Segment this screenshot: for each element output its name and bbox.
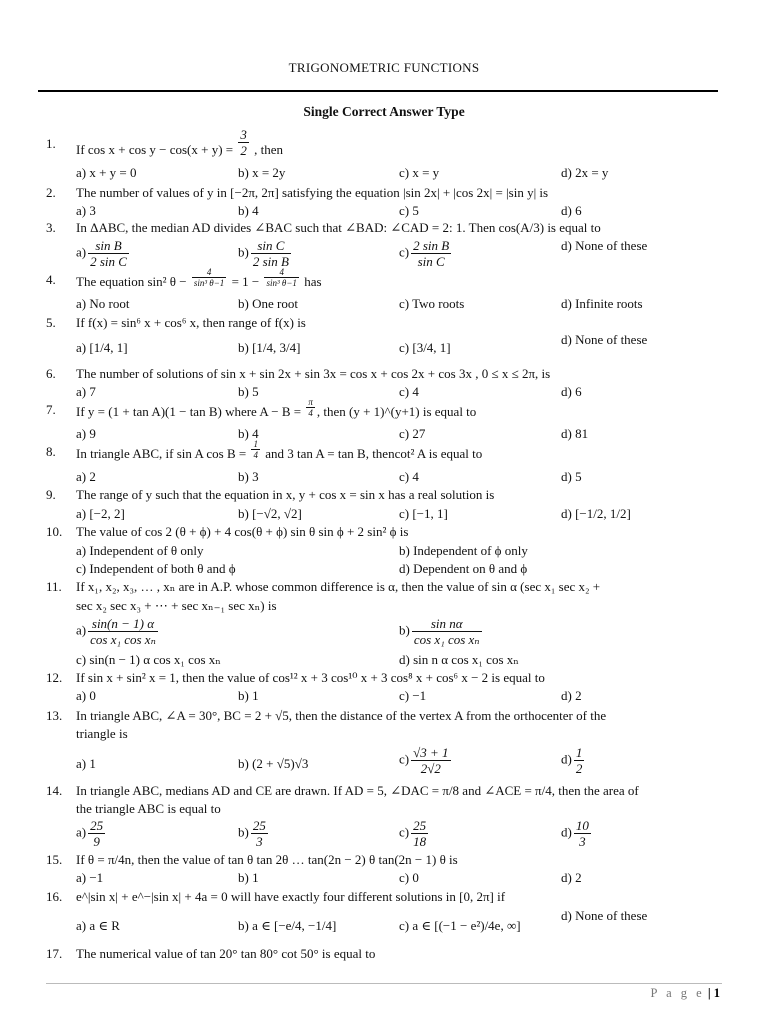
- question-number: 7.: [46, 402, 56, 417]
- option-a[interactable]: a) 3: [76, 203, 96, 218]
- option-d[interactable]: d) $\frac{10}{3}$: [561, 818, 589, 849]
- option-c[interactable]: c) [−1, 1]: [399, 506, 448, 521]
- question-number: 14.: [46, 783, 63, 798]
- option-a[interactable]: a) [1/4, 1]: [76, 340, 128, 355]
- option-b[interactable]: b) $\frac{25}{3}$: [238, 818, 266, 849]
- option-d[interactable]: d) None of these: [561, 908, 648, 923]
- option-c[interactable]: c) 4: [399, 384, 419, 399]
- option-d[interactable]: d) $\frac{1}{2}$: [561, 745, 583, 776]
- question-text: If θ = π/4n, then the value of tan θ tan 2θ … tan(2n − 2) θ tan(2n − 1) θ is: [76, 852, 458, 867]
- option-c[interactable]: c) sin(n − 1) α cos x₁ cos xₙ: [76, 652, 221, 667]
- option-b[interactable]: b) [1/4, 3/4]: [238, 340, 301, 355]
- question-number: 13.: [46, 708, 63, 723]
- option-a[interactable]: a) 7: [76, 384, 96, 399]
- option-b[interactable]: b) 1: [238, 870, 259, 885]
- option-a[interactable]: a) 0: [76, 688, 96, 703]
- option-a[interactable]: a) $\frac{\text{sin B}}{\text{2 sin C}}$: [76, 238, 127, 269]
- option-c[interactable]: c) a ∈ [(−1 − e²)/4e, ∞]: [399, 918, 521, 933]
- option-c[interactable]: c) 0: [399, 870, 419, 885]
- question-text: If x₁, x₂, x₃, … , xₙ are in A.P. whose common difference is α, then the value of sin α (sec x₁ sec x₂ +: [76, 579, 601, 594]
- option-b[interactable]: b) One root: [238, 296, 298, 311]
- option-d[interactable]: d) 81: [561, 426, 589, 441]
- option-b[interactable]: b) 4: [238, 203, 259, 218]
- question-text: triangle is: [76, 726, 128, 741]
- question-text: The range of y such that the equation in x, y + cos x = sin x has a real solution is: [76, 487, 495, 502]
- option-b[interactable]: b) 1: [238, 688, 259, 703]
- option-b[interactable]: b) 4: [238, 426, 259, 441]
- question-text: e^|sin x| + e^−|sin x| + 4a = 0 will have exactly four different solutions in [0, 2π] if: [76, 889, 506, 904]
- option-b[interactable]: b) a ∈ [−e/4, −1/4]: [238, 918, 337, 933]
- question-number: 12.: [46, 670, 63, 685]
- option-d[interactable]: d) Infinite roots: [561, 296, 643, 311]
- option-d[interactable]: d) [−1/2, 1/2]: [561, 506, 631, 521]
- question-text: In triangle ABC, ∠A = 30°, BC = 2 + √5, then the distance of the vertex A from the orthocenter of the: [76, 708, 607, 723]
- option-d[interactable]: d) None of these: [561, 332, 648, 347]
- option-a[interactable]: a) a ∈ R: [76, 918, 120, 933]
- option-d[interactable]: d) 5: [561, 469, 582, 484]
- option-d[interactable]: d) None of these: [561, 238, 648, 253]
- question-text: In ΔABC, the median AD divides ∠BAC such that ∠BAD: ∠CAD = 2: 1. Then cos(A/3) is equal to: [76, 220, 601, 235]
- option-b[interactable]: b) 3: [238, 469, 259, 484]
- title-divider: [38, 90, 718, 92]
- question-number: 10.: [46, 524, 63, 539]
- question-number: 2.: [46, 185, 56, 200]
- question-number: 16.: [46, 889, 63, 904]
- option-d[interactable]: d) Dependent on θ and ϕ: [399, 561, 528, 576]
- section-title: Single Correct Answer Type: [303, 104, 465, 119]
- question-text: The number of solutions of sin x + sin 2x + sin 3x = cos x + cos 2x + cos 3x , 0 ≤ x ≤ 2π, is: [76, 366, 551, 381]
- question-number: 15.: [46, 852, 63, 867]
- option-a[interactable]: a) $\frac{\sin(n - 1) \alpha}{\text{cos x₁ cos xₙ}}$: [76, 616, 156, 647]
- question-text: sec x₂ sec x₃ + ⋯ + sec xₙ₋₁ sec xₙ) is: [76, 598, 277, 613]
- question-number: 3.: [46, 220, 56, 235]
- question-text: The equation sin² θ − $\frac{4}{\text{sin³ θ−1}}$ = 1 − $\frac{4}{\text{sin³ θ−1}}$ has: [76, 266, 322, 289]
- question-text: If sin x + sin² x = 1, then the value of cos¹² x + 3 cos¹⁰ x + 3 cos⁸ x + cos⁶ x − 2 is equal to: [76, 670, 545, 685]
- option-d[interactable]: d) 6: [561, 203, 582, 218]
- page-label: P a g e: [650, 986, 705, 1000]
- question-number: 6.: [46, 366, 56, 381]
- question-text: The value of cos 2 (θ + ϕ) + 4 cos(θ + ϕ) sin θ sin ϕ + 2 sin² ϕ is: [76, 524, 409, 539]
- question-number: 9.: [46, 487, 56, 502]
- option-a[interactable]: a) −1: [76, 870, 104, 885]
- question-number: 8.: [46, 444, 56, 459]
- question-number: 4.: [46, 272, 56, 287]
- option-b[interactable]: b) [−√2, √2]: [238, 506, 302, 521]
- page-title: TRIGONOMETRIC FUNCTIONS: [288, 60, 480, 75]
- option-a[interactable]: a) 2: [76, 469, 96, 484]
- question-text: If y = (1 + tan A)(1 − tan B) where A − B = $\frac{\pi}{4}$ , then (y + 1)^(y+1) is equal to: [76, 396, 477, 419]
- question-number: 17.: [46, 946, 63, 961]
- option-c[interactable]: c) −1: [399, 688, 427, 703]
- option-b[interactable]: b) $\frac{\text{sin nα}}{\text{cos x₁ cos xₙ}}$: [399, 616, 480, 647]
- option-c[interactable]: c) 27: [399, 426, 426, 441]
- page-separator: |: [707, 986, 711, 1000]
- option-b[interactable]: b) x = 2y: [238, 165, 286, 180]
- option-c[interactable]: c) Two roots: [399, 296, 465, 311]
- option-b[interactable]: b) $\frac{\text{sin C}}{\text{2 sin B}}$: [238, 238, 289, 269]
- option-d[interactable]: d) 2: [561, 688, 582, 703]
- question-text: If f(x) = sin⁶ x + cos⁶ x, then range of f(x) is: [76, 315, 306, 330]
- option-d[interactable]: d) sin n α cos x₁ cos xₙ: [399, 652, 519, 667]
- question-text: The numerical value of tan 20° tan 80° cot 50° is equal to: [76, 946, 376, 961]
- option-d[interactable]: d) 6: [561, 384, 582, 399]
- option-c[interactable]: c) x = y: [399, 165, 440, 180]
- option-a[interactable]: a) [−2, 2]: [76, 506, 125, 521]
- option-a[interactable]: a) 1: [76, 756, 96, 771]
- option-a[interactable]: a) $\frac{25}{9}$: [76, 818, 104, 849]
- option-c[interactable]: c) [3/4, 1]: [399, 340, 451, 355]
- option-c[interactable]: c) $\frac{\text{2 sin B}}{\text{sin C}}$: [399, 238, 450, 269]
- option-c[interactable]: c) 4: [399, 469, 419, 484]
- option-a[interactable]: a) x + y = 0: [76, 165, 137, 180]
- page-number: 1: [713, 986, 720, 1000]
- option-c[interactable]: c) Independent of both θ and ϕ: [76, 561, 236, 576]
- option-a[interactable]: a) Independent of θ only: [76, 543, 204, 558]
- option-d[interactable]: d) 2: [561, 870, 582, 885]
- option-c[interactable]: c) 5: [399, 203, 419, 218]
- question-text: In triangle ABC, if sin A cos B = $\frac{1}{4}$ and 3 tan A = tan B, thencot² A is equal to: [76, 438, 483, 461]
- footer-divider: [46, 983, 722, 984]
- option-c[interactable]: c) $\frac{25}{18}$: [399, 818, 427, 849]
- option-a[interactable]: a) 9: [76, 426, 96, 441]
- question-text: In triangle ABC, medians AD and CE are drawn. If AD = 5, ∠DAC = π/8 and ∠ACE = π/4, then the area of: [76, 783, 639, 798]
- option-b[interactable]: b) (2 + √5)√3: [238, 756, 309, 771]
- question-number: 1.: [46, 136, 56, 151]
- question-text: the triangle ABC is equal to: [76, 801, 221, 816]
- option-b[interactable]: b) Independent of ϕ only: [399, 543, 528, 558]
- option-a[interactable]: a) No root: [76, 296, 130, 311]
- option-c[interactable]: c) $\frac{√3 + 1}{2√2}$: [399, 745, 449, 776]
- question-number: 5.: [46, 315, 56, 330]
- option-d[interactable]: d) 2x = y: [561, 165, 609, 180]
- question-number: 11.: [46, 579, 62, 594]
- question-text: The number of values of y in [−2π, 2π] satisfying the equation |sin 2x| + |cos 2x| = |sin y| is: [76, 185, 549, 200]
- question-text: If cos x + cos y − cos(x + y) = $\frac{3}{2}$ , then: [76, 126, 284, 158]
- option-b[interactable]: b) 5: [238, 384, 259, 399]
- page-footer: [651, 986, 720, 1001]
